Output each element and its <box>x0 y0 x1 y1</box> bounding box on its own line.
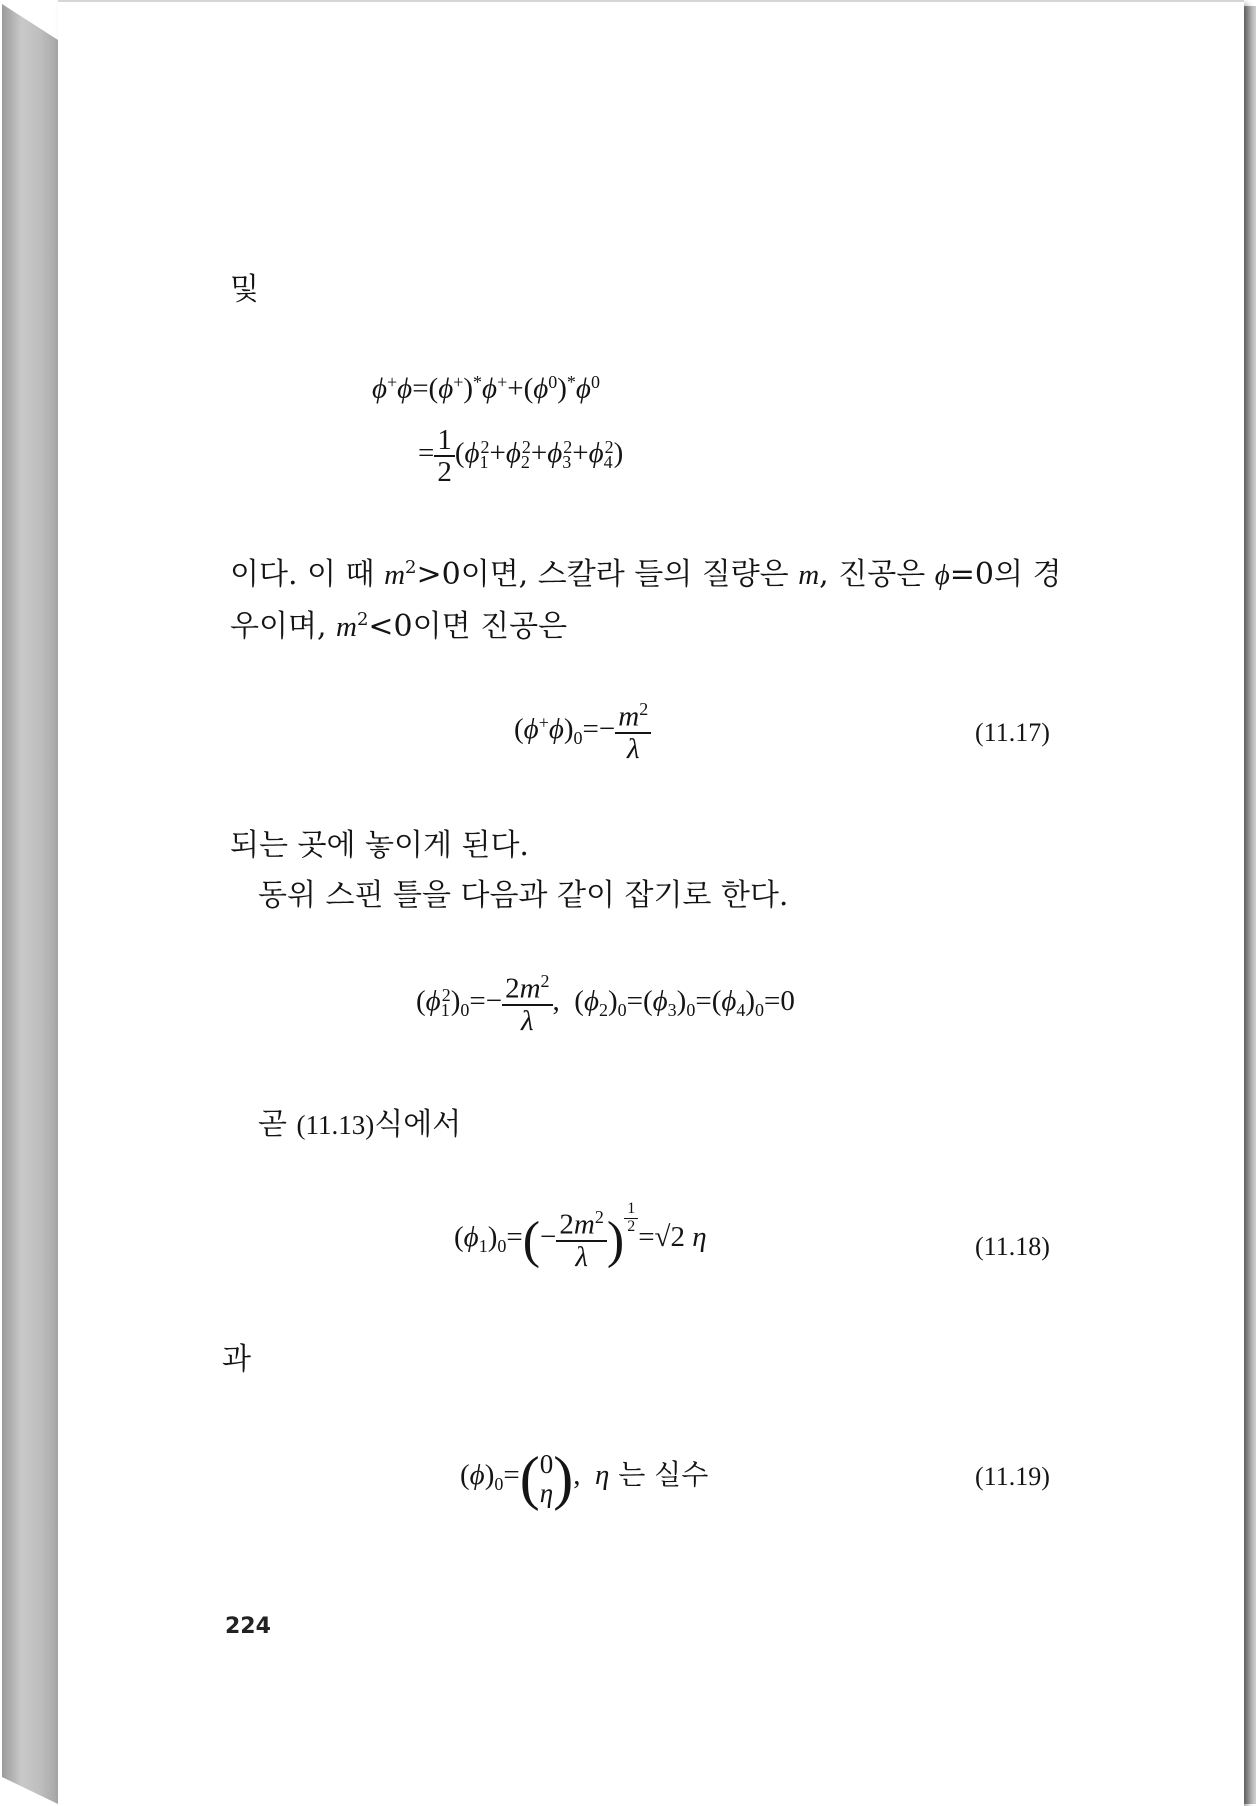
text-and: 및 <box>230 272 259 307</box>
equation-11-19: $(\phi)_0=$( 0 η ), η 는 실수 <box>460 1445 709 1511</box>
text-and-2: 과 <box>222 1342 251 1377</box>
equation-11-17: $(\phi^+\phi)_0=-$ $\frac{m^2}{\lambda}$ <box>514 700 651 765</box>
equation-number-11-17: (11.17) <box>975 718 1050 747</box>
page-edge <box>1244 6 1256 1804</box>
book-spine <box>2 4 58 1804</box>
equation-number-11-19: (11.19) <box>975 1462 1050 1491</box>
equation-phi-product-line1: $\phi^+\phi=(\phi^+)^*\phi^++(\phi^0)^*\phi^0$ <box>372 372 600 405</box>
equation-phi-product-line2: = $\frac{1}{2}$ $(\phi_1^2+\phi_2^2+\phi_3^2+\phi_4^2)$ <box>418 424 624 489</box>
equation-11-18: $(\phi_1)_0=(-$ $\frac{2m^2}{\lambda}$ ) $^{\frac{1}{2}}$ =√2 η <box>454 1200 707 1274</box>
paragraph-isospin-frame: 동위 스핀 틀을 다음과 같이 잡기로 한다. <box>258 878 789 913</box>
paragraph-vacuum-location: 되는 곳에 놓이게 된다. <box>230 828 529 863</box>
paragraph-mass-condition-line2: 우이며, $m^2<0$이면 진공은 <box>230 609 568 644</box>
paragraph-mass-condition-line1: 이다. 이 때 $m^2>0$이면, 스칼라 들의 질량은 m, 진공은 ϕ=0의 경 <box>230 557 1062 592</box>
equation-isospin-frame: $(\phi_1^2)_0=-$ $\frac{2m^2}{\lambda}$ , $(\phi_2)_0=(\phi_3)_0=(\phi_4)_0=0$ <box>416 971 795 1038</box>
equation-number-11-18: (11.18) <box>975 1232 1050 1261</box>
paragraph-from-eq-11-13: 곧 (11.13)식에서 <box>258 1107 462 1142</box>
page-number: 224 <box>225 1614 271 1639</box>
